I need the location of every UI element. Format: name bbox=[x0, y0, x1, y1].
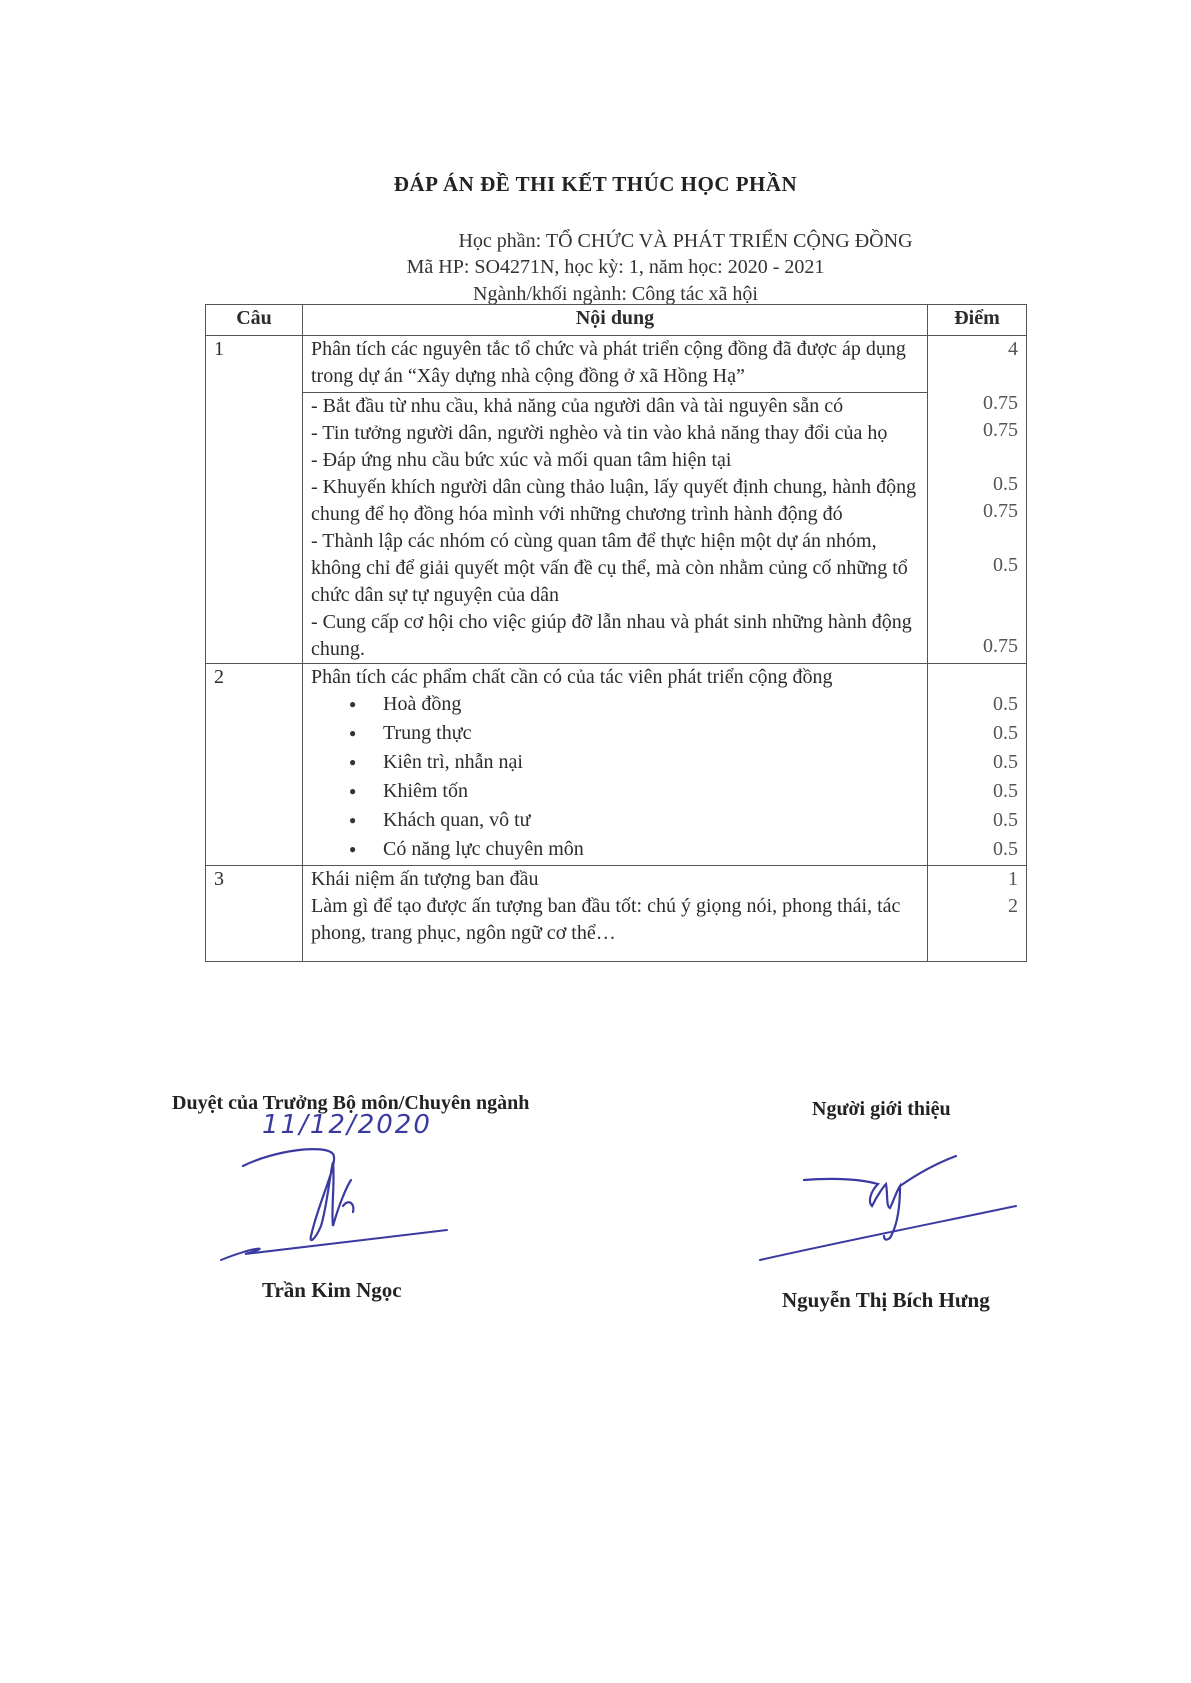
q2-point-6: 0.5 bbox=[993, 838, 1018, 860]
course-code-term: Mã HP: SO4271N, học kỳ: 1, năm học: 2020 - 2021 bbox=[406, 256, 825, 278]
document-title: ĐÁP ÁN ĐỀ THI KẾT THÚC HỌC PHẦN bbox=[393, 172, 798, 196]
q1-points bbox=[928, 336, 1027, 664]
q2-number: 2 bbox=[206, 664, 303, 866]
list-item: ● Trung thực bbox=[349, 720, 919, 749]
q1-item-4: - Khuyến khích người dân cùng thảo luận, lấy quyết định chung, hành động chung để họ đồng hóa mình với những chương trình hành động đó bbox=[311, 476, 917, 525]
q1-number: 1 bbox=[206, 336, 303, 664]
q1-item-4-points: 0.75 bbox=[983, 500, 1018, 522]
header-cau: Câu bbox=[206, 305, 303, 336]
q1-prompt: Phân tích các nguyên tắc tổ chức và phát triển cộng đồng đã được áp dụng trong dự án “Xây dựng nhà cộng đồng ở xã Hồng Hạ” bbox=[303, 336, 927, 393]
list-item: ● Hoà đồng bbox=[349, 691, 919, 720]
presenter-title: Người giới thiệu bbox=[812, 1098, 951, 1120]
approval-date: 11/12/2020 bbox=[262, 1110, 432, 1140]
q1-item-3-points: 0.5 bbox=[993, 473, 1018, 495]
q3-point-1: 1 bbox=[1008, 868, 1018, 890]
table-row-q2 bbox=[206, 664, 1027, 866]
q1-item-5: - Thành lập các nhóm có cùng quan tâm để thực hiện một dự án nhóm, không chỉ để giải quyết một vấn đề cụ thể, mà còn nhằm củng cố những tổ chức dân sự tự nguyện của dân bbox=[311, 530, 908, 606]
table-row-q1 bbox=[206, 336, 1027, 664]
list-item: ● Khiêm tốn bbox=[349, 778, 919, 807]
header-noi-dung: Nội dung bbox=[303, 305, 928, 336]
list-item: ● Khách quan, vô tư bbox=[349, 807, 919, 836]
spacer bbox=[936, 606, 1018, 633]
header-diem: Điểm bbox=[928, 305, 1027, 336]
spacer bbox=[936, 525, 1018, 552]
q2-prompt: Phân tích các phẩm chất cần có của tác viên phát triển cộng đồng bbox=[311, 666, 833, 688]
q3-point-2: 2 bbox=[1008, 895, 1018, 917]
q1-item-1-points: 0.75 bbox=[983, 392, 1018, 414]
q1-item-2-points: 0.75 bbox=[983, 419, 1018, 441]
spacer bbox=[936, 444, 1018, 471]
q2-point-2: 0.5 bbox=[993, 722, 1018, 744]
q3-line-1: Khái niệm ấn tượng ban đầu bbox=[311, 868, 539, 890]
q1-item-1: - Bắt đầu từ nhu cầu, khả năng của người dân và tài nguyên sẵn có bbox=[311, 395, 844, 417]
table-row-q3 bbox=[206, 866, 1027, 962]
major-line: Ngành/khối ngành: Công tác xã hội bbox=[473, 283, 758, 305]
q3-content bbox=[303, 866, 928, 962]
q2-point-5: 0.5 bbox=[993, 809, 1018, 831]
approver-title: Duyệt của Trưởng Bộ môn/Chuyên ngành bbox=[172, 1092, 530, 1114]
answer-table bbox=[205, 304, 1027, 962]
approver-name: Trần Kim Ngọc bbox=[262, 1278, 402, 1302]
spacer bbox=[936, 579, 1018, 606]
q1-item-6-points: 0.75 bbox=[983, 635, 1018, 657]
q2-content bbox=[303, 664, 928, 866]
q1-content bbox=[303, 336, 928, 664]
q3-line-2: Làm gì để tạo được ấn tượng ban đầu tốt: chú ý giọng nói, phong thái, tác phong, trang phục, ngôn ngữ cơ thể… bbox=[311, 895, 901, 944]
q2-point-3: 0.5 bbox=[993, 751, 1018, 773]
spacer bbox=[936, 664, 1018, 691]
q2-point-4: 0.5 bbox=[993, 780, 1018, 802]
q2-point-1: 0.5 bbox=[993, 693, 1018, 715]
presenter-signature bbox=[760, 1150, 1020, 1270]
q1-item-2: - Tin tưởng người dân, người nghèo và tin vào khả năng thay đổi của họ bbox=[311, 422, 888, 444]
q2-points bbox=[928, 664, 1027, 866]
approver-signature bbox=[215, 1140, 465, 1270]
list-item: ● Có năng lực chuyên môn bbox=[349, 836, 919, 865]
course-name: Học phần: TỔ CHỨC VÀ PHÁT TRIỂN CỘNG ĐỒNG bbox=[458, 230, 913, 252]
spacer bbox=[936, 363, 1018, 390]
q1-item-6: - Cung cấp cơ hội cho việc giúp đỡ lẫn nhau và phát sinh những hành động chung. bbox=[311, 611, 912, 660]
q3-number: 3 bbox=[206, 866, 303, 962]
q1-item-3: - Đáp ứng nhu cầu bức xúc và mối quan tâm hiện tại bbox=[311, 449, 732, 471]
table-header-row bbox=[206, 305, 1027, 336]
q1-prompt-points: 4 bbox=[1008, 338, 1018, 360]
list-item: ● Kiên trì, nhẫn nại bbox=[349, 749, 919, 778]
q2-bullet-list bbox=[311, 691, 919, 865]
q3-points bbox=[928, 866, 1027, 962]
presenter-name: Nguyễn Thị Bích Hưng bbox=[782, 1288, 990, 1312]
q1-item-5-points: 0.5 bbox=[993, 554, 1018, 576]
